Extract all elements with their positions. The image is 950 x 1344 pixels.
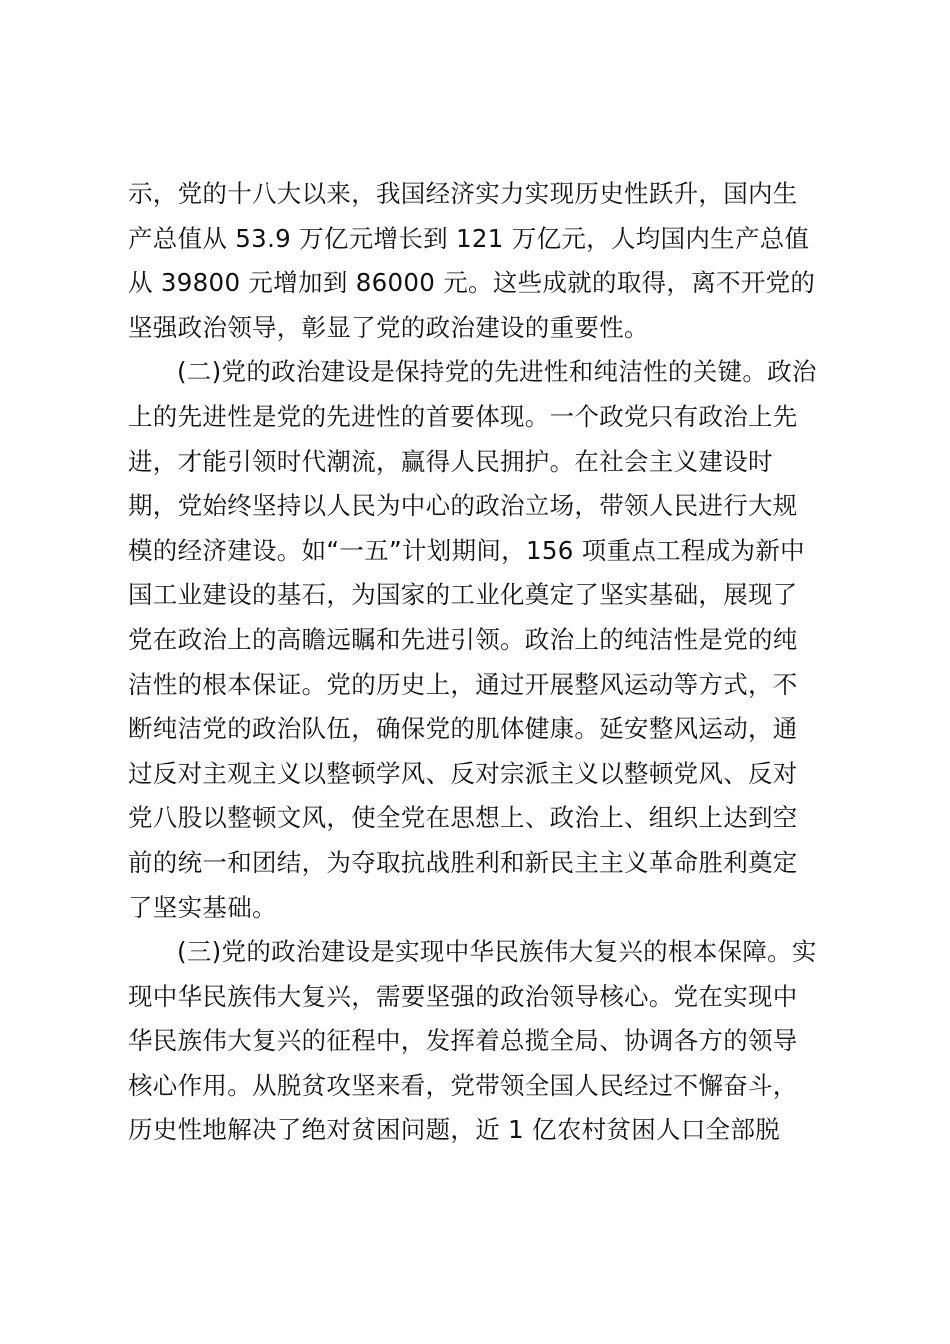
text-line: 示，党的十八大以来，我国经济实力实现历史性跃升，国内生 [128,179,798,208]
text-line: 核心作用。从脱贫攻坚来看，党带领全国人民经过不懈奋斗， [128,1070,798,1100]
paragraph-2 [128,350,828,930]
text-line: 国工业建设的基石，为国家的工业化奠定了坚实基础，展现了 [128,580,798,610]
paragraph-3 [128,930,828,1153]
text-line: 党在政治上的高瞻远瞩和先进引领。政治上的纯洁性是党的纯 [128,624,798,654]
text-line: 从 39800 元增加到 86000 元。这些成就的取得，离不开党的 [128,268,816,298]
text-line: 上的先进性是党的先进性的首要体现。一个政党只有政治上先 [128,401,798,431]
text-line: (三)党的政治建设是实现中华民族伟大复兴的根本保障。实 [177,937,817,967]
text-line: 党八股以整顿文风，使全党在思想上、政治上、组织上达到空 [128,803,798,833]
text-line: 断纯洁党的政治队伍，确保党的肌体健康。延安整风运动，通 [128,714,798,744]
text-line: 前的统一和团结，为夺取抗战胜利和新民主主义革命胜利奠定 [128,847,798,877]
paragraph-continued [128,172,828,350]
text-line: 产总值从 53.9 万亿元增长到 121 万亿元，人均国内生产总值 [128,223,810,253]
body-text [128,172,828,1153]
text-line: 洁性的根本保证。党的历史上，通过开展整风运动等方式，不 [128,669,798,699]
text-line: 过反对主观主义以整顿学风、反对宗派主义以整顿党风、反对 [128,758,798,788]
text-line: 坚强政治领导，彰显了党的政治建设的重要性。 [128,312,649,342]
text-line: (二)党的政治建设是保持党的先进性和纯洁性的关键。政治 [177,357,817,387]
text-line: 历史性地解决了绝对贫困问题，近 1 亿农村贫困人口全部脱 [128,1115,781,1145]
text-line: 现中华民族伟大复兴，需要坚强的政治领导核心。党在实现中 [128,981,798,1011]
text-line: 期，党始终坚持以人民为中心的政治立场，带领人民进行大规 [128,491,798,521]
text-line: 华民族伟大复兴的征程中，发挥着总揽全局、协调各方的领导 [128,1026,798,1056]
text-line: 了坚实基础。 [128,892,277,922]
text-line: 进，才能引领时代潮流，赢得人民拥护。在社会主义建设时 [128,446,773,476]
text-line: 模的经济建设。如“一五”计划期间，156 项重点工程成为新中 [128,535,805,565]
